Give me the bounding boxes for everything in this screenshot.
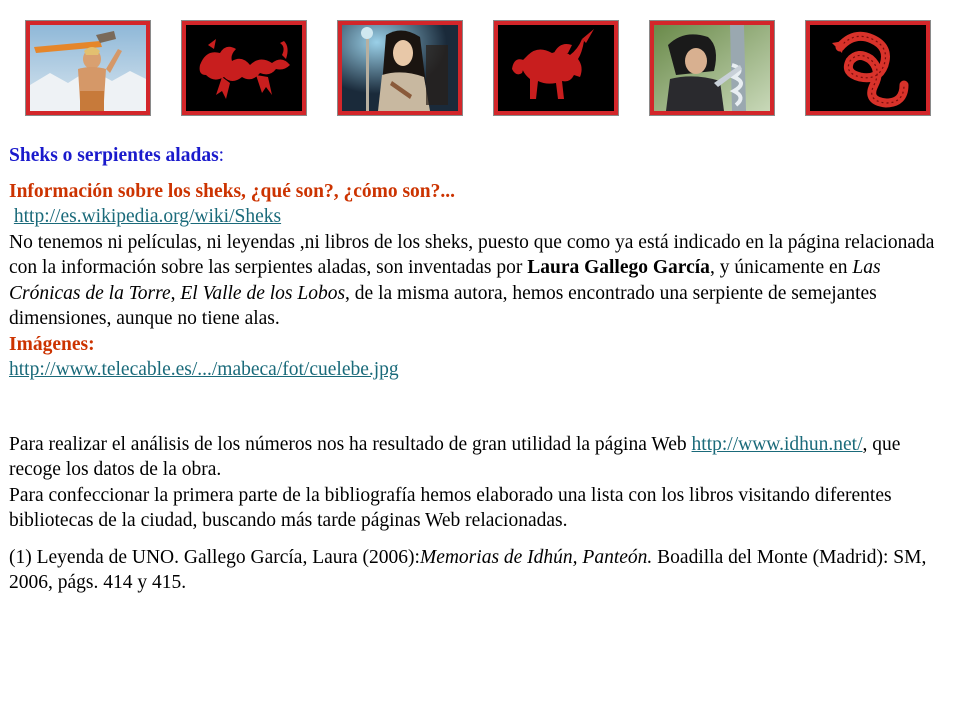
paragraph-sheks-description [9, 230, 944, 332]
reference-book-title: Memorias de Idhún, Panteón. [419, 546, 653, 568]
dark-haired-man-illustration [654, 25, 770, 111]
image-link-line [9, 357, 944, 383]
reference-note [9, 545, 944, 596]
red-unicorn-illustration [498, 25, 614, 111]
main-content [9, 143, 944, 596]
girl-with-staff-illustration [342, 25, 458, 111]
para2-text-a: Para realizar el análisis de los números nos ha resultado de gran utilidad la página Web [9, 433, 692, 455]
info-heading: Información sobre los sheks, ¿qué son?, ¿cómo son?... [9, 180, 456, 202]
para1-text-d: , de la misma autora, hemos encontrado una serpiente de semejantes dimensiones, aunque no tiene alas. [9, 282, 877, 329]
thumbnail-red-dragon[interactable] [181, 20, 307, 116]
thumbnail-strip [25, 20, 935, 118]
cuelebe-image-link[interactable]: http://www.telecable.es/.../mabeca/fot/cuelebe.jpg [9, 359, 399, 380]
sheks-heading: Sheks o serpientes aladas [9, 145, 219, 166]
para1-text-a: No tenemos ni películas, ni leyendas ,ni libros de los sheks, puesto que como ya está indicado en la página relacionada con la información sobre las serpientes aladas, son inventadas por [9, 231, 935, 278]
author-name: Laura Gallego García [527, 257, 710, 278]
idhun-link[interactable]: http://www.idhun.net/ [691, 433, 863, 455]
thumbnail-dark-haired-man[interactable] [649, 20, 775, 116]
wikipedia-sheks-link[interactable]: http://es.wikipedia.org/wiki/Sheks [13, 206, 282, 227]
wiki-link-line [9, 204, 944, 230]
para1-text-b: , y únicamente en [709, 257, 853, 278]
paragraph-analysis [9, 432, 944, 483]
images-heading: Imágenes: [9, 333, 95, 355]
sheks-section-title [9, 143, 944, 169]
sheks-heading-colon: : [218, 145, 225, 166]
thumbnail-warrior-boy[interactable] [25, 20, 151, 116]
paragraph-bibliography: Para confeccionar la primera parte de la bibliografía hemos elaborado una lista con los libros visitando diferentes bibliotecas de la ciudad, buscando más tarde páginas Web relacionadas. [9, 484, 892, 531]
reference-text-a: (1) Leyenda de UNO. Gallego García, Laura (2006): [9, 546, 420, 568]
thumbnail-girl-with-staff[interactable] [337, 20, 463, 116]
thumbnail-red-unicorn[interactable] [493, 20, 619, 116]
para1-text-c: , [170, 282, 181, 304]
red-serpent-illustration [810, 25, 926, 111]
thumbnail-red-serpent[interactable] [805, 20, 931, 116]
reference-text-b: Boadilla del Monte (Madrid): SM, 2006, págs. 414 y 415. [9, 546, 927, 593]
para2-text-b: , que recoge los datos de la obra. [9, 433, 901, 480]
book-title-valle: El Valle de los Lobos [180, 282, 346, 304]
warrior-boy-illustration [30, 25, 146, 111]
red-dragon-illustration [186, 25, 302, 111]
book-title-cronicas: Las Crónicas de la Torre [9, 257, 881, 304]
